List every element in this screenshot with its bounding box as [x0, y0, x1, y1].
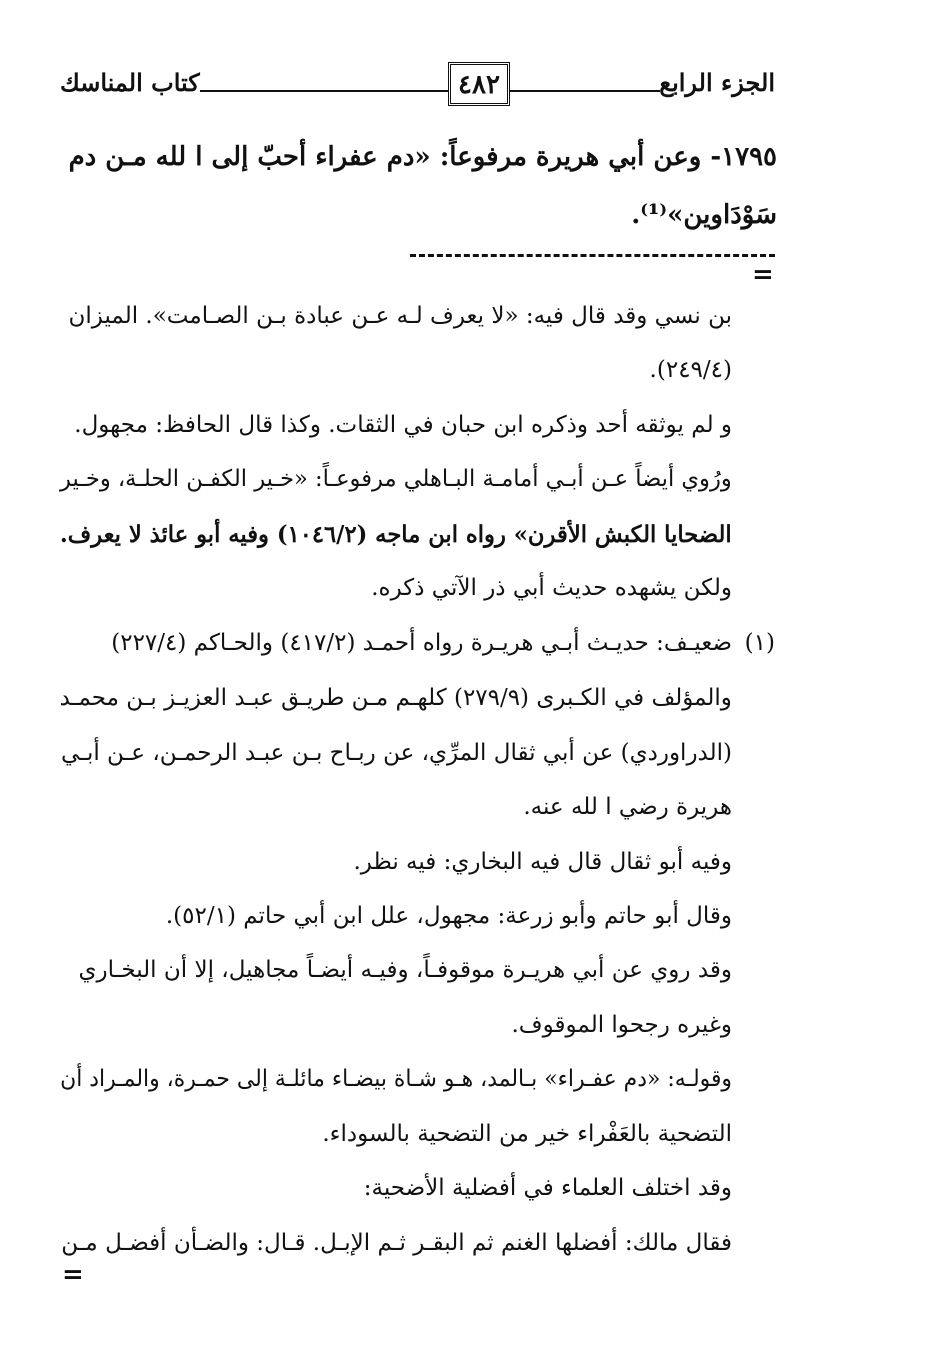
footnote-line: فقال مالك: أفضلها الغنم ثم البقـر ثـم الإبـل. قـال: والضـأن أفضـل مـن — [61, 1230, 732, 1256]
continuation-mark-top: = — [752, 260, 774, 290]
continuation-mark-bottom: = — [62, 1260, 84, 1290]
footnote-line: وفيه أبو ثقال قال فيه البخاري: فيه نظر. — [353, 849, 732, 875]
hadith-line-2: سَوْدَاوين»⁽¹⁾. — [631, 200, 777, 230]
footnote-line: (الدراوردي) عن أبي ثقال المرِّي، عن ربـاح بـن عبـد الرحمـن، عـن أبـي — [61, 740, 732, 766]
note-line: و لم يوثقه أحد وذكره ابن حبان في الثقات. وكذا قال الحافظ: مجهول. — [74, 412, 732, 438]
hadith-line-1: ١٧٩٥- وعن أبي هريرة مرفوعاً: «دم عفراء أحبّ إلى ا لله مـن دم — [68, 142, 777, 172]
note-line: (٢٤٩/٤). — [649, 357, 732, 383]
header-rule-right — [510, 90, 660, 92]
volume-label: الجزء الرابع — [659, 68, 775, 97]
footnote-line: وقد اختلف العلماء في أفضلية الأضحية: — [363, 1175, 732, 1201]
footnote-line: التضحية بالعَفْراء خير من التضحية بالسوداء. — [322, 1121, 732, 1147]
footnote-marker: (١) — [744, 630, 775, 656]
footnote-line: وقال أبو حاتم وأبو زرعة: مجهول، علل ابن أبي حاتم (٥٢/١). — [165, 903, 732, 929]
footnote-line: هريرة رضي ا لله عنه. — [523, 794, 732, 820]
footnote-line: وقد روي عن أبي هريـرة موقوفـاً، وفيـه أيضـاً مجاهيل، إلا أن البخـاري — [78, 957, 732, 983]
page-number: ٤٨٢ — [448, 62, 510, 106]
note-line: ولكن يشهده حديث أبي ذر الآتي ذكره. — [371, 575, 732, 601]
footnote-line: والمؤلف في الكـبرى (٢٧٩/٩) كلهـم مـن طريـق عبـد العزيـز بـن محمـد — [59, 685, 732, 711]
footnote-line: وقولـه: «دم عفـراء» بـالمد، هـو شـاة بيضـاء مائلـة إلى حمـرة، والمـراد أن — [60, 1066, 732, 1092]
page-header — [60, 62, 775, 112]
note-line: ورُوي أيضاً عـن أبـي أمامـة البـاهلي مرفوعـاً: «خـير الكفـن الحلـة، وخـير — [60, 466, 732, 492]
footnote-separator — [410, 254, 775, 257]
footnote-line: ضعيـف: حديـث أبـي هريـرة رواه أحمـد (٤١٧/٢) والحـاكم (٢٢٧/٤) — [111, 630, 732, 656]
note-line: الضحايا الكبش الأقرن» رواه ابن ماجه (١٠٤٦/٢) وفيه أبو عائذ لا يعرف. — [60, 521, 732, 548]
header-rule-left — [200, 90, 448, 92]
book-title: كتاب المناسك — [60, 68, 200, 97]
footnote-line: وغيره رجحوا الموقوف. — [511, 1012, 732, 1038]
note-line: بن نسي وقد قال فيه: «لا يعرف لـه عـن عبادة بـن الصـامت». الميزان — [68, 303, 732, 329]
